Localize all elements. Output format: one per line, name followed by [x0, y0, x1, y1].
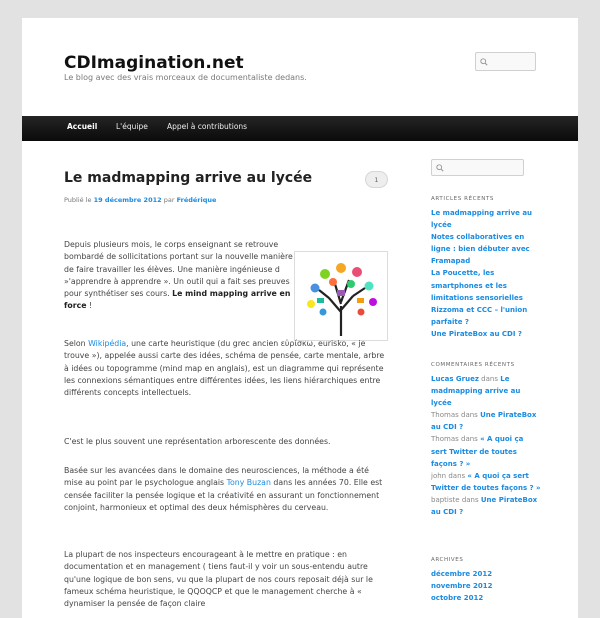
- header-search-box[interactable]: [475, 52, 536, 71]
- archive-link[interactable]: décembre 2012: [431, 570, 493, 578]
- comment-sep: dans: [461, 411, 478, 420]
- list-item: [431, 592, 541, 604]
- main-navigation: [22, 116, 578, 141]
- comment-sep: dans: [481, 375, 498, 383]
- recent-posts-title: ARTICLES RÉCENTS: [431, 196, 494, 202]
- recent-comments-list: [431, 373, 541, 518]
- list-item: [431, 304, 541, 328]
- page: [22, 18, 578, 618]
- p3-text: C'est le plus souvent une représentation arborescente des données.: [64, 437, 331, 446]
- comment-post-link[interactable]: Le madmapping arrive au lycée: [431, 375, 521, 408]
- recent-post-link[interactable]: Rizzoma et CCC – l'union parfaite ?: [431, 305, 528, 326]
- recent-post-link[interactable]: La Poucette, les smartphones et les limitations sensorielles: [431, 269, 523, 302]
- tony-buzan-link[interactable]: Tony Buzan: [226, 478, 271, 488]
- search-icon: [480, 58, 488, 66]
- sidebar-search-input[interactable]: [432, 165, 523, 180]
- wikipedia-link[interactable]: Wikipédia: [88, 339, 127, 348]
- comment-author: Thomas: [431, 435, 459, 444]
- recent-posts-list: [431, 207, 541, 340]
- post-paragraph-2: [64, 338, 390, 399]
- list-item: [431, 328, 541, 340]
- comment-sep: dans: [448, 471, 466, 480]
- list-item: [431, 267, 541, 303]
- nav-item-equipe[interactable]: L'équipe: [116, 122, 148, 131]
- post-paragraph-3: [64, 436, 390, 448]
- comment-post-link[interactable]: Une PirateBox au CDI ?: [431, 411, 537, 432]
- post-date-link[interactable]: 19 décembre 2012: [93, 196, 162, 204]
- list-item: [431, 409, 541, 433]
- comment-author: john: [431, 471, 447, 480]
- post-paragraph-4: [64, 465, 390, 514]
- list-item: [431, 207, 541, 231]
- p4-pre: Basée sur les avancées dans le domaine des neurosciences, la méthode a été mise au point par le psychologue anglais: [64, 466, 369, 488]
- recent-post-link[interactable]: Notes collaboratives en ligne : bien débuter avec Framapad: [431, 233, 530, 266]
- comment-author-link[interactable]: Lucas Gruez: [431, 375, 479, 383]
- list-item: [431, 433, 541, 469]
- archives-title: ARCHIVES: [431, 557, 464, 563]
- list-item: [431, 580, 541, 592]
- comment-post-link[interactable]: « A quoi ça sert Twitter de toutes façons ? »: [431, 471, 541, 492]
- comment-post-link[interactable]: « A quoi ça sert Twitter de toutes façons ? »: [431, 435, 524, 468]
- post-author-link[interactable]: Frédérique: [176, 196, 217, 204]
- comment-author: baptiste: [431, 495, 460, 504]
- post-paragraph-5: [64, 549, 390, 610]
- comment-sep: dans: [461, 495, 479, 504]
- list-item: [431, 568, 541, 580]
- p1-text: Depuis plusieurs mois, le corps enseignant se retrouve bombardé de sollicitations portant sur la nouvelle manière de faire travailler les élèves. Une manière ingénieuse d »'apprendre à apprendre ». Un outil qui a fait ses preuves pour synthétiser ses cours.: [64, 240, 293, 299]
- comment-post-link[interactable]: Une PirateBox au CDI ?: [431, 495, 538, 517]
- p1-bold: Le mind mapping arrive en force: [64, 289, 291, 311]
- sidebar-search-box[interactable]: [431, 159, 524, 176]
- post-meta: [64, 196, 216, 204]
- site-title[interactable]: CDImagination.net: [64, 53, 244, 73]
- comment-count: 1: [374, 176, 379, 184]
- nav-item-accueil[interactable]: Accueil: [67, 122, 98, 131]
- list-item: [431, 373, 541, 409]
- list-item: [431, 231, 541, 267]
- meta-by: par: [163, 196, 175, 204]
- comment-bubble-icon[interactable]: [365, 171, 388, 188]
- nav-item-appel-contributions[interactable]: Appel à contributions: [167, 122, 248, 131]
- comment-author: Thomas: [431, 411, 459, 420]
- p5-text: La plupart de nos inspecteurs encourageant à le mettre en pratique : en documentation et en management ( tiens faut-il y voir un sous-entendu autre qu'une logique de bon sens, vu que la plupart de nos cours reposait déjà sur le fameux schéma heuristique, le QQOQCP et que le management cherche à « dynamiser la pensée de façon claire: [64, 550, 373, 609]
- p2-pre: Selon: [64, 339, 89, 348]
- archive-link[interactable]: octobre 2012: [431, 594, 484, 603]
- list-item: [431, 494, 541, 518]
- recent-post-link[interactable]: Une PirateBox au CDI ?: [431, 329, 522, 338]
- p1-end: !: [86, 301, 93, 311]
- archive-link[interactable]: novembre 2012: [431, 582, 493, 591]
- site-description: Le blog avec des vrais morceaux de documentaliste dedans.: [64, 73, 307, 82]
- mindmap-tree-icon: [295, 252, 387, 340]
- list-item: [431, 470, 541, 494]
- post-title[interactable]: Le madmapping arrive au lycée: [64, 170, 313, 186]
- meta-prefix: Publié le: [64, 196, 92, 204]
- recent-comments-title: COMMENTAIRES RÉCENTS: [431, 362, 515, 368]
- p2-text: , une carte heuristique (du grec ancien εὑρίσκω, eurisko, « je trouve »), appelée aussi carte des idées, schéma de pensée, carte mentale, arbre à idées ou topogramme (mind map en anglais), est un diagramme qui représente les connexions sémantiques entre différentes idées, les liens hiérarchiques entre différents concepts intellectuels.: [64, 339, 385, 398]
- comment-sep: dans: [461, 435, 478, 444]
- post-paragraph-1: [64, 239, 296, 313]
- search-icon: [436, 164, 444, 172]
- p4-text: dans les années 70. Elle est censée faciliter la pensée logique et la créativité en assurant un fonctionnement conjoint, harmonieux et optimal des deux hémisphères du cerveau.: [64, 478, 383, 512]
- recent-post-link[interactable]: Le madmapping arrive au lycée: [431, 209, 533, 230]
- archives-list: [431, 568, 541, 604]
- mindmap-illustration[interactable]: [294, 251, 388, 341]
